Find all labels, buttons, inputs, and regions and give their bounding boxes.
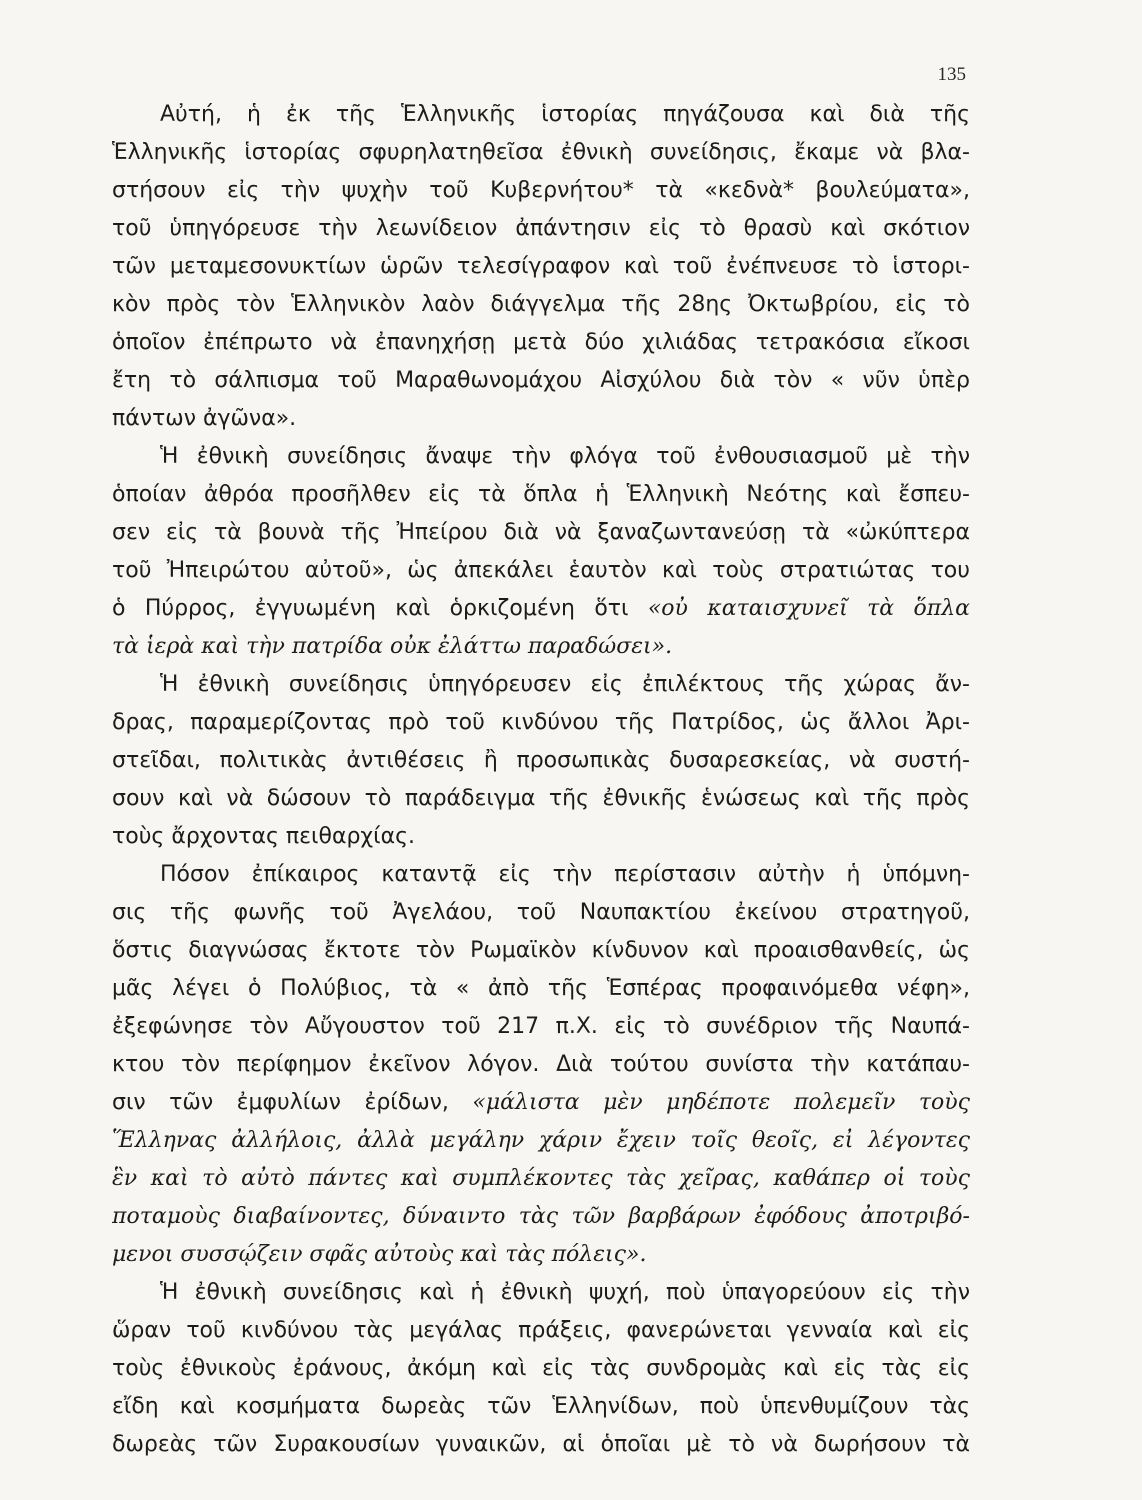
text-line [112,210,970,248]
text-line [112,1084,970,1122]
text-run: τῶν μεταμεσονυκτίων ὡρῶν τελεσίγραφον καὶ τοῦ ἐνέπνευσε τὸ ἱστορι- [112,254,970,279]
quoted-text: μενοι συσσῴζειν σφᾶς αὐτοὺς καὶ τὰς πόλεις». [112,1242,647,1267]
text-line [112,818,970,856]
text-run: εἴδη καὶ κοσμήματα δωρεὰς τῶν Ἑλληνίδων, ποὺ ὑπενθυμίζουν τὰς [112,1394,970,1419]
text-line [112,1350,970,1388]
text-run: ὁποίαν ἀθρόα προσῆλθεν εἰς τὰ ὅπλα ἡ Ἑλληνικὴ Νεότης καὶ ἔσπευ- [112,482,970,507]
text-line [112,894,970,932]
text-run: Αὐτή, ἡ ἐκ τῆς Ἑλληνικῆς ἱστορίας πηγάζουσα καὶ διὰ τῆς [160,102,970,127]
text-run: δρας, παραμερίζοντας πρὸ τοῦ κινδύνου τῆς Πατρίδος, ὡς ἄλλοι Ἀρι- [112,710,970,735]
text-line [112,1426,970,1464]
text-run: ὁ Πύρρος, ἐγγυωμένη καὶ ὁρκιζομένη ὅτι [112,596,648,621]
text-run: ὥραν τοῦ κινδύνου τὰς μεγάλας πράξεις, φανερώνεται γενναία καὶ εἰς [112,1318,970,1343]
text-line [112,932,970,970]
page-number: 135 [937,64,966,85]
text-line [112,1388,970,1426]
text-line [112,704,970,742]
text-line [112,438,970,476]
quoted-text: «οὐ καταισχυνεῖ τὰ ὅπλα [647,596,970,621]
text-line [112,172,970,210]
text-line [112,324,970,362]
text-run: δωρεὰς τῶν Συρακουσίων γυναικῶν, αἱ ὁποῖαι μὲ τὸ νὰ δωρήσουν τὰ [112,1432,970,1457]
quoted-text: «μάλιστα μὲν μηδέποτε πολεμεῖν τοὺς [472,1090,970,1115]
text-run: Ἑλληνικῆς ἱστορίας σφυρηλατηθεῖσα ἐθνικὴ συνείδησις, ἔκαμε νὰ βλα- [112,140,970,165]
text-line [112,1160,970,1198]
text-run: Ἡ ἐθνικὴ συνείδησις ὑπηγόρευσεν εἰς ἐπιλέκτους τῆς χώρας ἄν- [160,672,970,697]
text-line [112,628,970,666]
text-line [112,476,970,514]
text-line [112,1312,970,1350]
text-run: σιν τῶν ἐμφυλίων ἐρίδων, [112,1090,473,1115]
quoted-text: ποταμοὺς διαβαίνοντες, δύναιντο τὰς τῶν βαρβάρων ἐφόδους ἀποτριβό- [112,1204,970,1229]
text-line [112,552,970,590]
text-line [112,1274,970,1312]
text-line [112,856,970,894]
body-text [112,96,970,1464]
quoted-text: Ἕλληνας ἀλλήλοις, ἀλλὰ μεγάλην χάριν ἔχειν τοῖς θεοῖς, εἰ λέγοντες [112,1128,970,1153]
text-line [112,134,970,172]
text-line [112,400,970,438]
text-run: μᾶς λέγει ὁ Πολύβιος, τὰ « ἀπὸ τῆς Ἑσπέρας προφαινόμεθα νέφη», [112,976,970,1001]
text-run: σουν καὶ νὰ δώσουν τὸ παράδειγμα τῆς ἐθνικῆς ἑνώσεως καὶ τῆς πρὸς [112,786,970,811]
text-line [112,1236,970,1274]
text-line [112,362,970,400]
text-run: στεῖδαι, πολιτικὰς ἀντιθέσεις ἢ προσωπικὰς δυσαρεσκείας, νὰ συστή- [112,748,970,773]
text-run: στήσουν εἰς τὴν ψυχὴν τοῦ Κυβερνήτου* τὰ «κεδνὰ* βουλεύματα», [112,178,970,203]
text-run: ὁποῖον ἐπέπρωτο νὰ ἐπανηχήσῃ μετὰ δύο χιλιάδας τετρακόσια εἴκοσι [112,330,970,355]
text-line [112,514,970,552]
text-line [112,666,970,704]
text-run: σις τῆς φωνῆς τοῦ Ἀγελάου, τοῦ Ναυπακτίου ἐκείνου στρατηγοῦ, [112,900,970,925]
paragraph [112,856,970,1274]
paragraph [112,96,970,438]
text-run: Ἡ ἐθνικὴ συνείδησις ἄναψε τὴν φλόγα τοῦ ἐνθουσιασμοῦ μὲ τὴν [160,444,970,469]
text-run: σεν εἰς τὰ βουνὰ τῆς Ἠπείρου διὰ νὰ ξαναζωντανεύσῃ τὰ «ὠκύπτερα [112,520,970,545]
text-run: τοῦ ὑπηγόρευσε τὴν λεωνίδειον ἀπάντησιν εἰς τὸ θρασὺ καὶ σκότιον [112,216,970,241]
text-run: Ἡ ἐθνικὴ συνείδησις καὶ ἡ ἐθνικὴ ψυχή, ποὺ ὑπαγορεύουν εἰς τὴν [160,1280,970,1305]
text-line [112,1198,970,1236]
quoted-text: ἓν καὶ τὸ αὐτὸ πάντες καὶ συμπλέκοντες τὰς χεῖρας, καθάπερ οἱ τοὺς [112,1166,970,1191]
text-line [112,96,970,134]
text-line [112,248,970,286]
text-run: κὸν πρὸς τὸν Ἑλληνικὸν λαὸν διάγγελμα τῆς 28ης Ὀκτωβρίου, εἰς τὸ [112,292,970,317]
text-line [112,780,970,818]
text-run: ὅστις διαγνώσας ἔκτοτε τὸν Ρωμαϊκὸν κίνδυνον καὶ προαισθανθείς, ὡς [112,938,970,963]
text-run: τοὺς ἄρχοντας πειθαρχίας. [112,824,415,849]
text-line [112,742,970,780]
paragraph [112,666,970,856]
text-line [112,286,970,324]
text-line [112,590,970,628]
text-line [112,970,970,1008]
text-line [112,1008,970,1046]
text-run: ἔτη τὸ σάλπισμα τοῦ Μαραθωνομάχου Αἰσχύλου διὰ τὸν « νῦν ὑπὲρ [112,368,970,393]
text-line [112,1122,970,1160]
text-run: Πόσον ἐπίκαιρος καταντᾷ εἰς τὴν περίστασιν αὐτὴν ἡ ὑπόμνη- [160,862,970,887]
text-run: τοὺς ἐθνικοὺς ἐράνους, ἀκόμη καὶ εἰς τὰς συνδρομὰς καὶ εἰς τὰς εἰς [112,1356,970,1381]
text-line [112,1046,970,1084]
text-run: πάντων ἀγῶνα». [112,406,297,431]
text-run: τοῦ Ἠπειρώτου αὐτοῦ», ὡς ἀπεκάλει ἑαυτὸν καὶ τοὺς στρατιώτας του [112,558,970,583]
paragraph [112,1274,970,1464]
quoted-text: τὰ ἱερὰ καὶ τὴν πατρίδα οὐκ ἐλάττω παραδώσει». [112,634,673,659]
text-run: ἐξεφώνησε τὸν Αὔγουστον τοῦ 217 π.Χ. εἰς τὸ συνέδριον τῆς Ναυπά- [112,1014,970,1039]
text-run: κτου τὸν περίφημον ἐκεῖνον λόγον. Διὰ τούτου συνίστα τὴν κατάπαυ- [112,1052,970,1077]
paragraph [112,438,970,666]
